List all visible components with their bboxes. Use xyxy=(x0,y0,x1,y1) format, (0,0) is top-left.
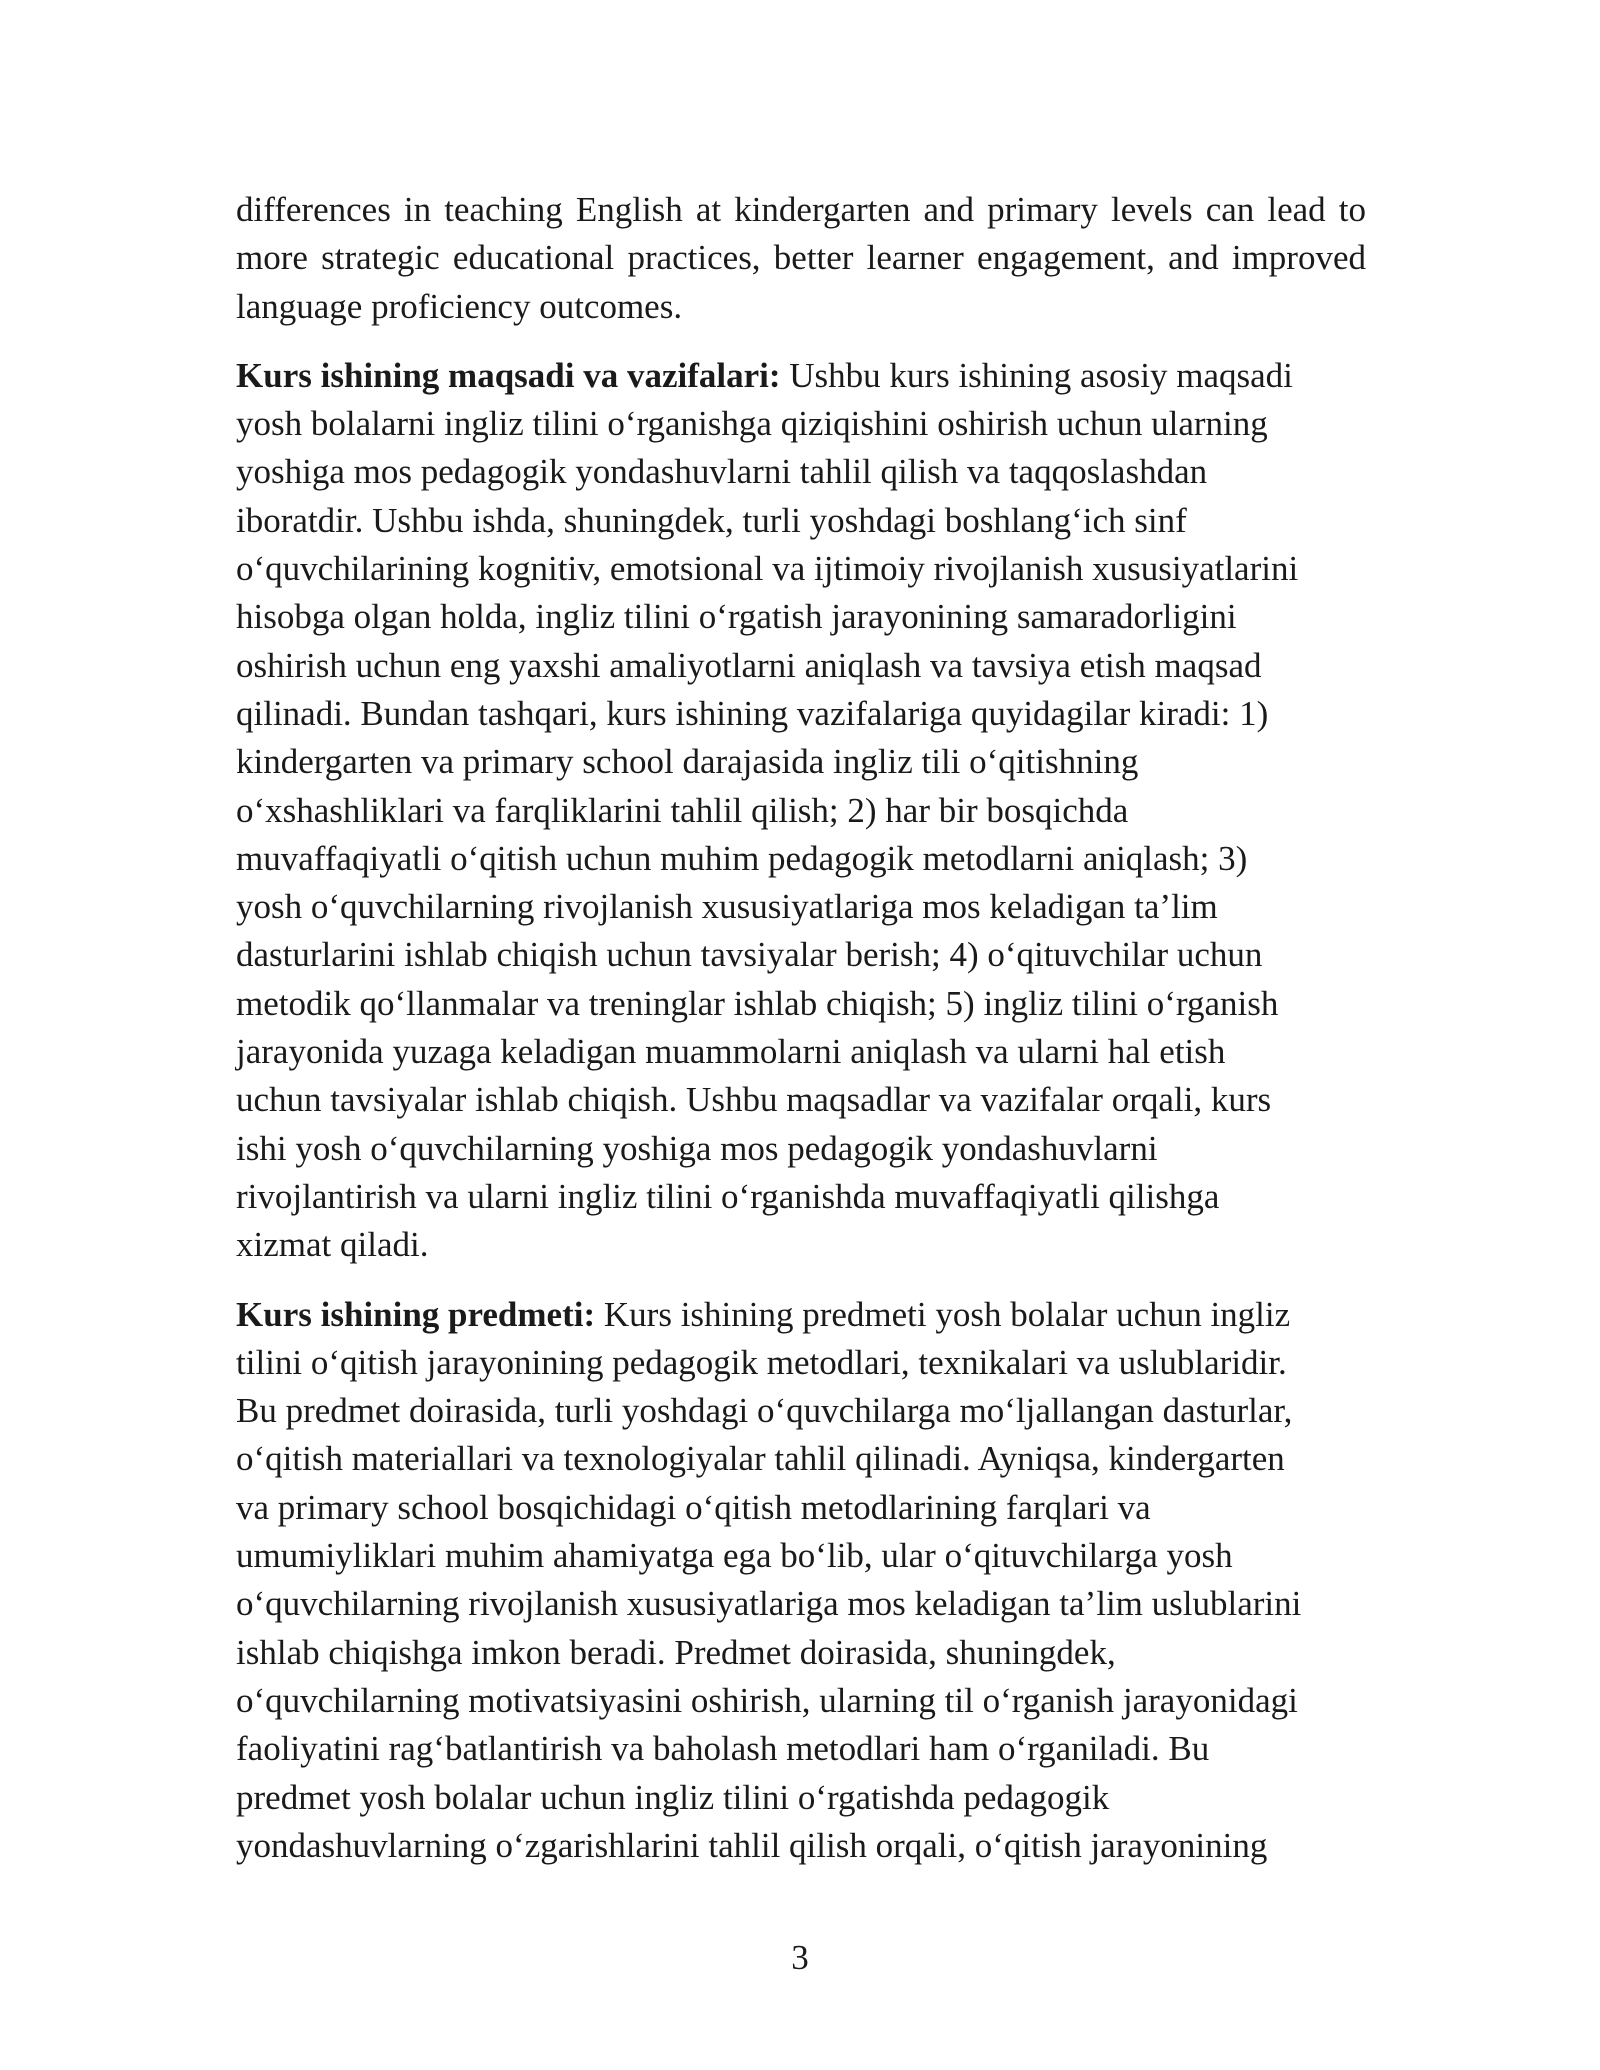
subject-line: yondashuvlarning o‘zgarishlarini tahlil qilish orqali, o‘qitish jarayonining xyxy=(236,1825,1268,1865)
goals-line: kindergarten va primary school darajasida ingliz tili o‘qitishning xyxy=(236,742,1139,782)
subject-paragraph xyxy=(236,1291,1366,1871)
subject-line: faoliyatini rag‘batlantirish va baholash metodlari ham o‘rganiladi. Bu xyxy=(236,1729,1210,1769)
subject-line: o‘quvchilarning rivojlanish xususiyatlariga mos keladigan ta’lim uslublarini xyxy=(236,1584,1302,1624)
goals-line: metodik qo‘llanmalar va treninglar ishlab chiqish; 5) ingliz tilini o‘rganish xyxy=(236,983,1279,1023)
goals-line: o‘xshashliklari va farqliklarini tahlil qilish; 2) har bir bosqichda xyxy=(236,790,1129,830)
goals-paragraph xyxy=(236,352,1366,1270)
subject-line: o‘quvchilarning motivatsiyasini oshirish, ularning til o‘rganish jarayonidagi xyxy=(236,1680,1298,1720)
goals-line: uchun tavsiyalar ishlab chiqish. Ushbu maqsadlar va vazifalar orqali, kurs xyxy=(236,1080,1272,1120)
goals-line: iboratdir. Ushbu ishda, shuningdek, turli yoshdagi boshlang‘ich sinf xyxy=(236,500,1187,540)
subject-heading: Kurs ishining predmeti: xyxy=(236,1294,596,1334)
subject-line: o‘qitish materiallari va texnologiyalar tahlil qilinadi. Ayniqsa, kindergarten xyxy=(236,1439,1285,1479)
document-page xyxy=(236,186,1366,1870)
subject-line: Kurs ishining predmeti yosh bolalar uchun ingliz xyxy=(595,1294,1291,1334)
subject-line: va primary school bosqichidagi o‘qitish metodlarining farqlari va xyxy=(236,1487,1151,1527)
goals-line: o‘quvchilarining kognitiv, emotsional va ijtimoiy rivojlanish xususiyatlarini xyxy=(236,549,1299,589)
goals-line: rivojlantirish va ularni ingliz tilini o‘rganishda muvaffaqiyatli qilishga xyxy=(236,1176,1220,1216)
goals-line: dasturlarini ishlab chiqish uchun tavsiyalar berish; 4) o‘qituvchilar uchun xyxy=(236,935,1263,975)
goals-line: hisobga olgan holda, ingliz tilini o‘rgatish jarayonining samaradorligini xyxy=(236,597,1237,637)
goals-line: qilinadi. Bundan tashqari, kurs ishining vazifalariga quyidagilar kiradi: 1) xyxy=(236,693,1269,733)
subject-line: tilini o‘qitish jarayonining pedagogik metodlari, texnikalari va uslublaridir. xyxy=(236,1342,1287,1382)
goals-line: yosh o‘quvchilarning rivojlanish xususiyatlariga mos keladigan ta’lim xyxy=(236,887,1218,927)
goals-line: Ushbu kurs ishining asosiy maqsadi xyxy=(780,355,1293,395)
goals-line: yoshiga mos pedagogik yondashuvlarni tahlil qilish va taqqoslashdan xyxy=(236,452,1208,492)
goals-line: jarayonida yuzaga keladigan muammolarni aniqlash va ularni hal etish xyxy=(236,1032,1226,1072)
goals-heading: Kurs ishining maqsadi va vazifalari: xyxy=(236,355,781,395)
subject-line: predmet yosh bolalar uchun ingliz tilini o‘rgatishda pedagogik xyxy=(236,1777,1110,1817)
subject-line: ishlab chiqishga imkon beradi. Predmet doirasida, shuningdek, xyxy=(236,1632,1116,1672)
goals-line: ishi yosh o‘quvchilarning yoshiga mos pedagogik yondashuvlarni xyxy=(236,1128,1158,1168)
goals-line: muvaffaqiyatli o‘qitish uchun muhim pedagogik metodlarni aniqlash; 3) xyxy=(236,838,1248,878)
goals-line: oshirish uchun eng yaxshi amaliyotlarni aniqlash va tavsiya etish maqsad xyxy=(236,645,1262,685)
subject-line: Bu predmet doirasida, turli yoshdagi o‘quvchilarga mo‘ljallangan dasturlar, xyxy=(236,1391,1293,1431)
intro-paragraph: differences in teaching English at kindergarten and primary levels can lead to more strategic educational practices, better learner engagement, and improved language proficiency outcomes. xyxy=(236,190,1366,326)
subject-line: umumiyliklari muhim ahamiyatga ega bo‘lib, ular o‘qituvchilarga yosh xyxy=(236,1536,1233,1576)
goals-line: xizmat qiladi. xyxy=(236,1225,429,1265)
page-number: 3 xyxy=(791,1938,809,1977)
goals-line: yosh bolalarni ingliz tilini o‘rganishga qiziqishini oshirish uchun ularning xyxy=(236,404,1268,444)
